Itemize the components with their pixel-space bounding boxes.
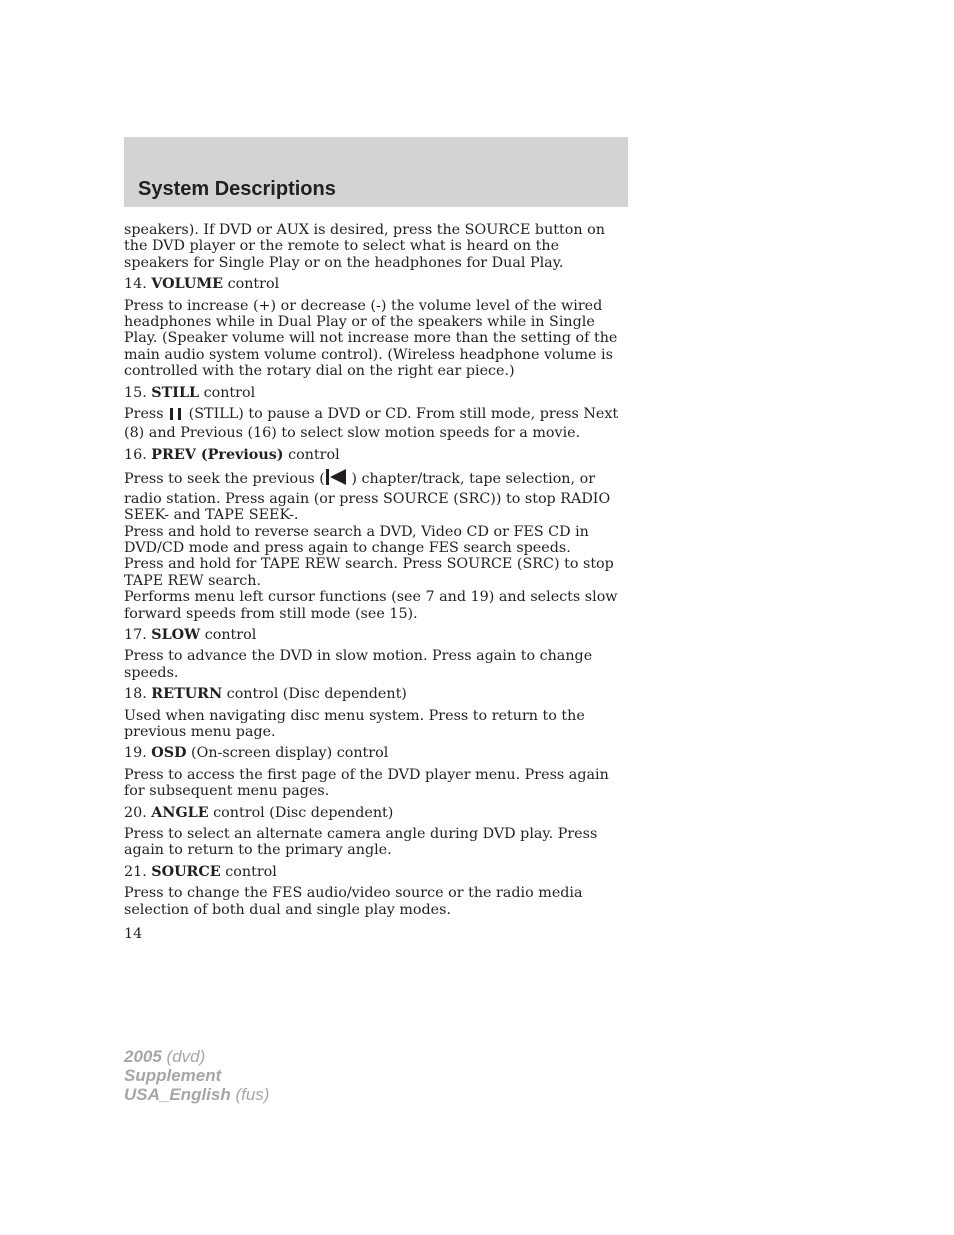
footer-supplement-line — [124, 1066, 269, 1085]
item-desc-osd: Press to access the first page of the DVD player menu. Press again for subsequent menu pages. — [124, 766, 609, 800]
page-content — [124, 222, 628, 918]
item-heading-slow — [124, 627, 628, 643]
item-heading-return — [124, 686, 628, 702]
item-number: 21. — [124, 863, 147, 880]
item-name: OSD — [151, 745, 187, 762]
item-suffix: control — [223, 276, 280, 293]
item-suffix: control (Disc dependent) — [208, 804, 394, 821]
item-suffix: control — [199, 384, 256, 401]
item-desc-return: Used when navigating disc menu system. Press to return to the previous menu page. — [124, 707, 585, 740]
skip-previous-icon — [325, 468, 347, 490]
footer-lang: USA_English — [124, 1085, 231, 1104]
item-number: 17. — [124, 626, 147, 643]
footer-year-note: (dvd) — [161, 1047, 206, 1066]
pause-icon — [168, 407, 184, 425]
item-desc-volume: Press to increase (+) or decrease (-) the volume level of the wired headphones while in Dual Play or of the speakers while in Single Play. (Speaker volume will not increase more than the setting of the main audio system volume control). (Wireless headphone volume is controlled with the rotary dial on the right ear piece.) — [124, 297, 618, 380]
item-desc-prev-4: Performs menu left cursor functions (see 7 and 19) and selects slow forward speeds from still mode (see 15). — [124, 589, 618, 622]
item-number: 19. — [124, 745, 147, 762]
item-number: 16. — [124, 446, 147, 463]
item-desc-prev — [124, 468, 628, 523]
section-title: System Descriptions — [138, 178, 336, 200]
item-heading-volume — [124, 276, 628, 292]
item-heading-still — [124, 385, 628, 401]
item-desc-source: Press to change the FES audio/video source or the radio media selection of both dual and single play modes. — [124, 885, 583, 918]
item-desc-prev-3: Press and hold for TAPE REW search. Press SOURCE (SRC) to stop TAPE REW search. — [124, 556, 614, 589]
footer-year-line — [124, 1047, 269, 1066]
footer-lang-note: (fus) — [230, 1085, 270, 1104]
item-name: STILL — [151, 384, 200, 401]
section-header-band — [124, 137, 628, 207]
footer-lang-line — [124, 1085, 269, 1104]
desc-text: Press — [124, 406, 169, 423]
item-heading-source — [124, 864, 628, 880]
item-heading-osd — [124, 745, 628, 761]
footer-edition — [124, 1047, 269, 1104]
item-desc-prev-2: Press and hold to reverse search a DVD, Video CD or FES CD in DVD/CD mode and press again to change FES search speeds. — [124, 523, 589, 556]
item-desc-angle: Press to select an alternate camera angle during DVD play. Press again to return to the primary angle. — [124, 826, 598, 859]
item-desc-slow: Press to advance the DVD in slow motion. Press again to change speeds. — [124, 648, 593, 681]
item-name: SOURCE — [151, 863, 221, 880]
item-heading-prev — [124, 447, 628, 463]
item-suffix: control — [200, 626, 257, 643]
item-number: 14. — [124, 276, 147, 293]
item-desc-still — [124, 406, 628, 442]
desc-text: ) chapter/track, tape selection, or radio station. Press again (or press SOURCE (SRC)) to stop RADIO SEEK- and TAPE SEEK-. — [124, 471, 611, 524]
footer-supplement: Supplement — [124, 1066, 222, 1085]
item-number: 15. — [124, 384, 147, 401]
item-suffix: (On-screen display) control — [186, 745, 389, 762]
intro-paragraph: speakers). If DVD or AUX is desired, press the SOURCE button on the DVD player or the remote to select what is heard on the speakers for Single Play or on the headphones for Dual Play. — [124, 222, 605, 271]
item-number: 18. — [124, 686, 147, 703]
item-name: RETURN — [151, 686, 223, 703]
item-name: VOLUME — [151, 276, 224, 293]
item-name: SLOW — [151, 626, 201, 643]
item-name: ANGLE — [151, 804, 209, 821]
desc-text: Press to seek the previous ( — [124, 471, 325, 488]
item-suffix: control — [283, 446, 340, 463]
item-suffix: control — [220, 863, 277, 880]
item-name: PREV (Previous) — [151, 446, 284, 463]
item-number: 20. — [124, 804, 147, 821]
desc-text: (STILL) to pause a DVD or CD. From still mode, press Next (8) and Previous (16) to select slow motion speeds for a movie. — [124, 406, 619, 442]
footer-year: 2005 — [124, 1047, 162, 1066]
item-heading-angle — [124, 805, 628, 821]
item-suffix: control (Disc dependent) — [222, 686, 407, 703]
page-number: 14 — [124, 926, 143, 942]
